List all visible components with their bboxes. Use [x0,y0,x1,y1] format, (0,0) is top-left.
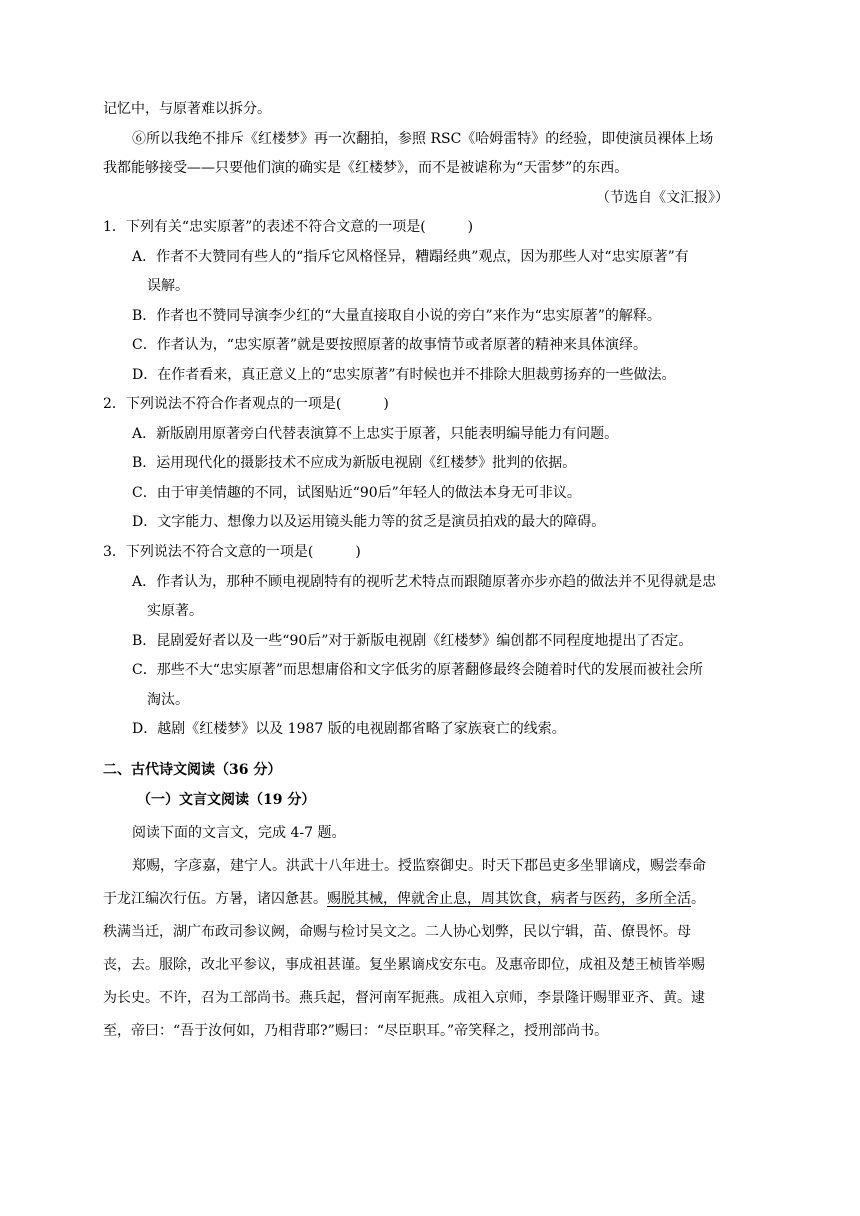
q3-option-b: B．昆剧爱好者以及一些“90后”对于新版电视剧《红楼梦》编创都不同程度地提出了否定。 [132,633,693,649]
passage-text: 于龙江编次行伍。方暑，诸囚惫甚。 [103,891,327,907]
q3-option-c: C．那些不大“忠实原著”而思想庸俗和文字低劣的原著翻修最终会随着时代的发展而被社会所 [132,662,704,678]
q1-option-d: D．在作者看来，真正意义上的“忠实原著”有时候也并不排除大胆裁剪扬弃的一些做法。 [132,367,676,383]
passage-line-5: 为长史。不许，召为工部尚书。燕兵起，督河南军扼燕。成祖入京师，李景隆讦赐罪亚齐、黄。逮 [103,990,705,1006]
passage-line-1: 郑赐，字彦嘉，建宁人。洪武十八年进士。授监察御史。时天下郡邑吏多坐罪谪戍，赐尝奉命 [132,858,706,874]
question-1-stem: 1．下列有关“忠实原著”的表述不符合文意的一项是( ) [103,219,474,235]
q1-option-a: A．作者不大赞同有些人的“指斥它风格怪异，糟蹋经典”观点，因为那些人对“忠实原著”有 [132,249,689,265]
q3-option-d: D．越剧《红楼梦》以及 1987 版的电视剧都省略了家族衰亡的线索。 [132,721,566,737]
q1-option-c: C．作者认为，“忠实原著”就是要按照原著的故事情节或者原著的精神来具体演绎。 [132,337,648,353]
instruction-text: 阅读下面的文言文，完成 4-7 题。 [132,825,346,841]
q3-option-a-cont: 实原著。 [147,603,203,619]
q2-option-d: D．文字能力、想像力以及运用镜头能力等的贫乏是演员拍戏的最大的障碍。 [132,514,606,530]
passage-line-3: 秩满当迁，湖广布政司参议阙，命赐与检讨吴文之。二人协心划弊，民以宁辑，苗、僚畏怀。母 [103,924,691,940]
paragraph-6-line-2: 我都能够接受——只要他们演的确实是《红楼梦》，而不是被谑称为“天雷梦”的东西。 [103,160,629,176]
q1-option-b: B．作者也不赞同导演李少红的“大量直接取自小说的旁白”来作为“忠实原著”的解释。 [132,308,661,324]
paragraph-6-line-1: ⑥所以我绝不排斥《红楼梦》再一次翻拍，参照 RSC《哈姆雷特》的经验，即使演员裸体上场 [132,131,714,147]
passage-line-2 [103,889,705,909]
q2-option-b: B．运用现代化的摄影技术不应成为新版电视剧《红楼梦》批判的依据。 [132,455,577,471]
passage-line-4: 丧，去。服除，改北平参议，事成祖甚谨。复坐累谪戍安东屯。及惠帝即位，成祖及楚王桢皆举赐 [103,957,705,973]
question-3-stem: 3．下列说法不符合文意的一项是( ) [103,544,361,560]
section-2-heading: 二、古代诗文阅读（36 分） [103,762,282,778]
underlined-sentence: 赐脱其械，俾就舍止息，周其饮食，病者与医药，多所全活 [327,891,691,907]
q3-option-a: A．作者认为，那种不顾电视剧特有的视听艺术特点而跟随原著亦步亦趋的做法并不见得就是忠 [132,574,717,590]
subsection-heading: （一）文言文阅读（19 分） [137,792,316,808]
source-note: （节选自《文汇报》） [596,190,729,206]
text-line: 记忆中，与原著难以拆分。 [103,101,271,117]
passage-text: 。 [691,891,705,907]
q2-option-c: C．由于审美情趣的不同，试图贴近“90后”年轻人的做法本身无可非议。 [132,485,581,501]
question-2-stem: 2．下列说法不符合作者观点的一项是( ) [103,396,389,412]
passage-line-6: 至，帝曰：“吾于汝何如，乃相背耶?”赐曰：“尽臣职耳。”帝笑释之，授刑部尚书。 [103,1023,609,1039]
q1-option-a-cont: 误解。 [147,278,189,294]
q2-option-a: A．新版剧用原著旁白代替表演算不上忠实于原著，只能表明编导能力有问题。 [132,426,619,442]
q3-option-c-cont: 淘汰。 [147,692,189,708]
